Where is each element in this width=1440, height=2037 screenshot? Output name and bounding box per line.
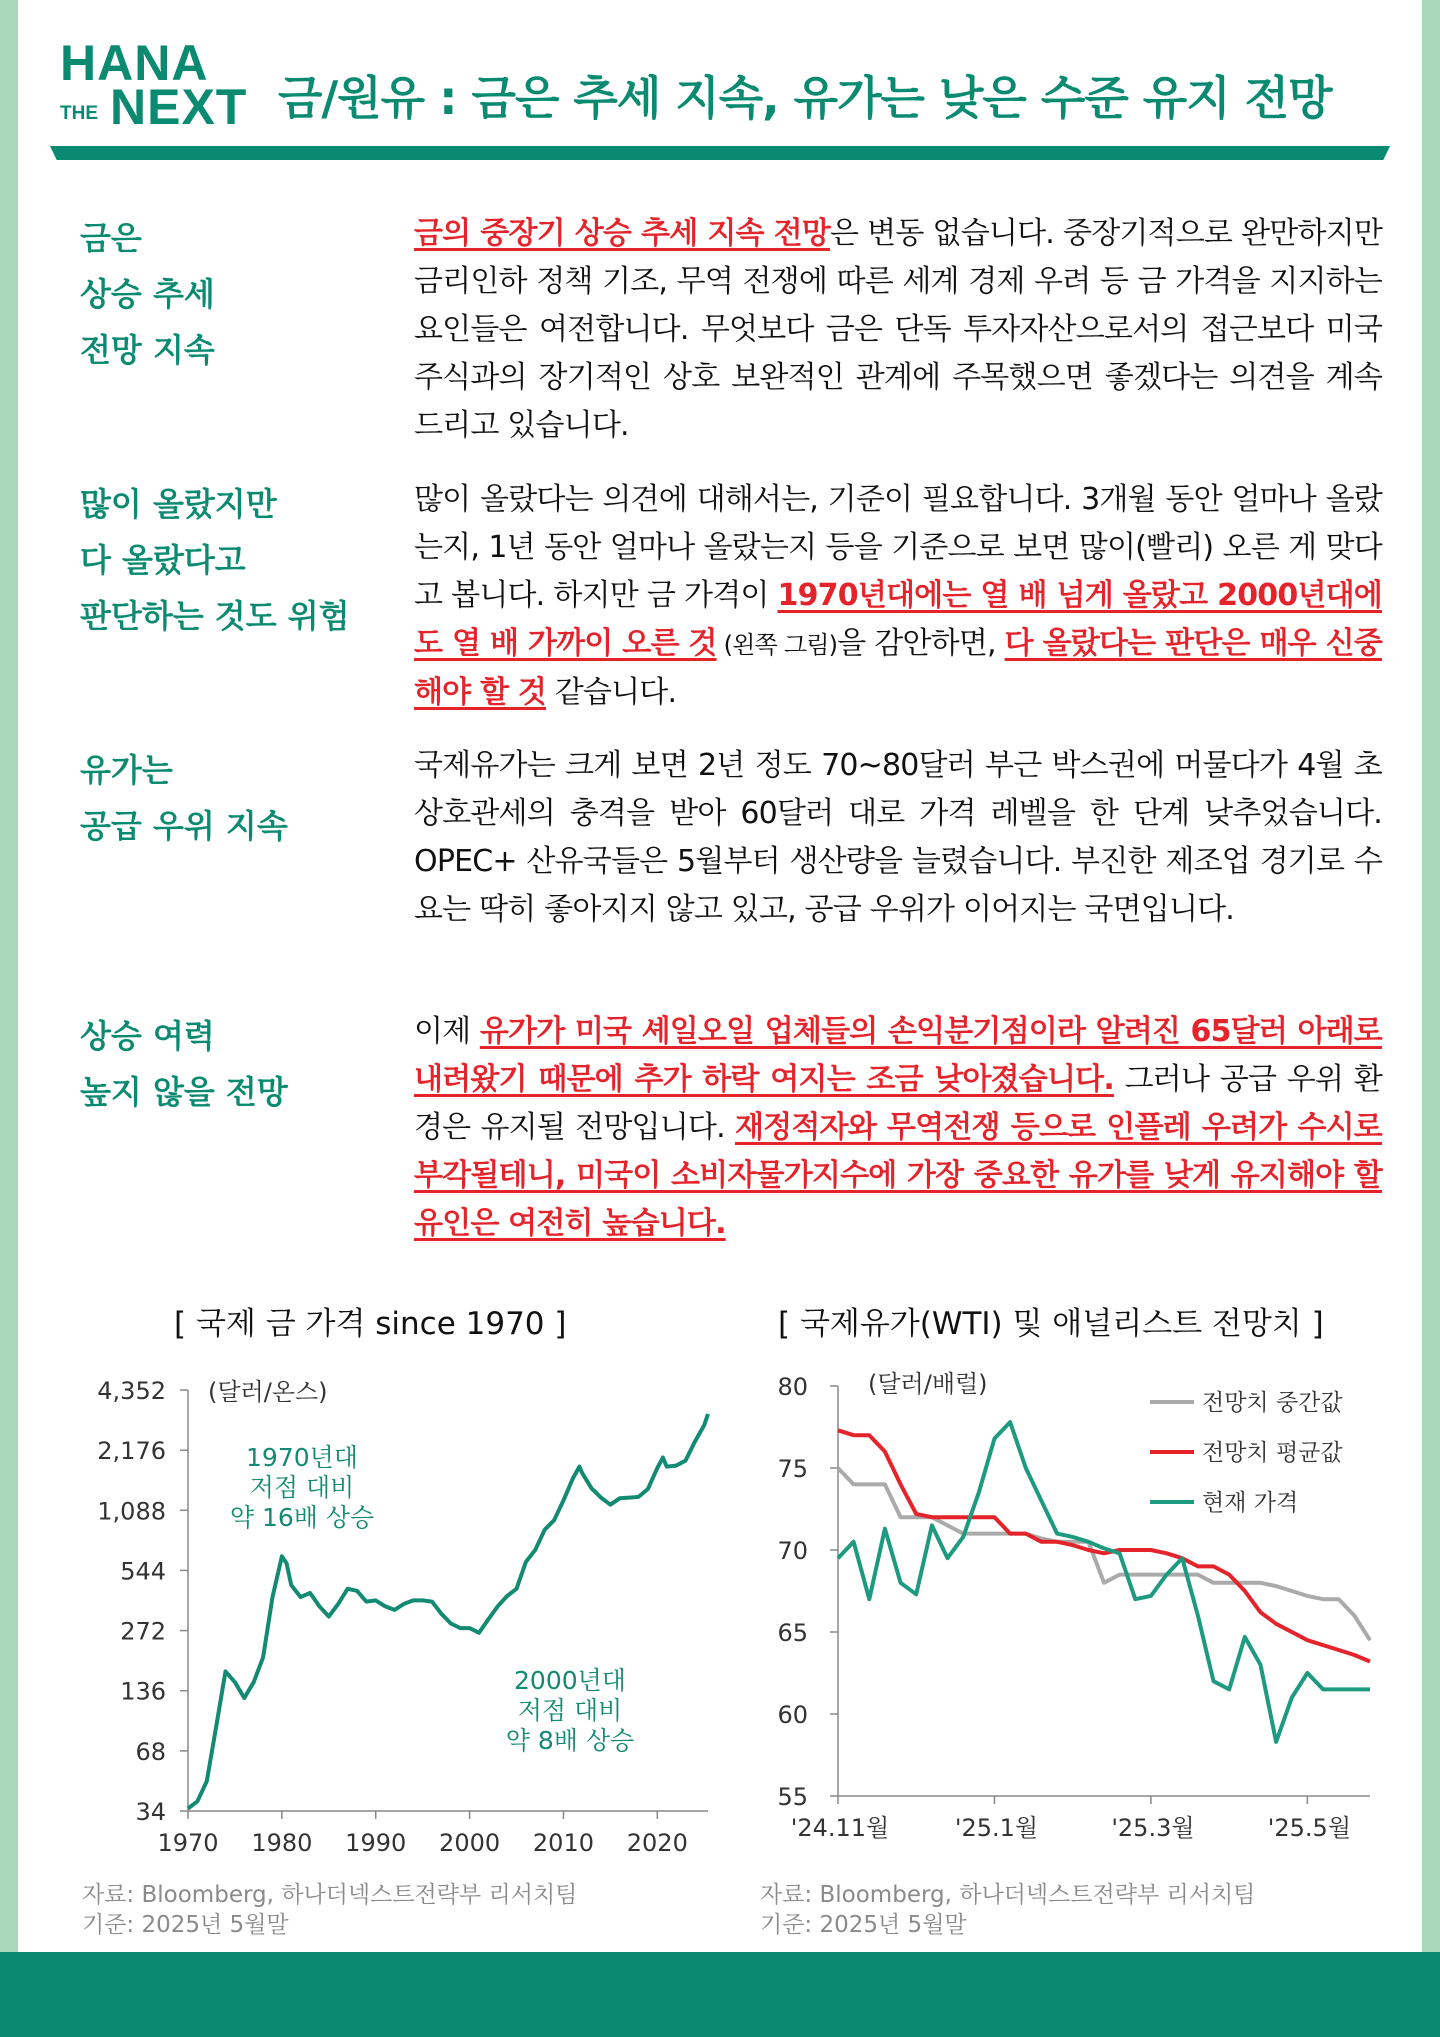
gold-chart-title: [ 국제 금 가격 since 1970 ] [174,1306,567,1342]
annotation-line: 약 8배 상승 [505,1726,635,1755]
unit-label: (달러/배럴) [868,1370,988,1398]
figure-reference: (왼쪽 그림) [716,631,838,659]
logo-the-text: THE [60,103,98,124]
logo-next-text: NEXT [110,79,248,135]
body-text: 이제 [414,1014,480,1049]
source-line: 자료: Bloomberg, 하나더넥스트전략부 리서치팀 [760,1882,1256,1908]
y-tick-label: 80 [777,1373,808,1401]
x-tick-label: 2010 [532,1829,594,1857]
section-heading [80,476,380,644]
page-title: 금/원유 : 금은 추세 지속, 유가는 낮은 수준 유지 전망 [278,71,1332,125]
x-tick-label: 1980 [251,1829,313,1857]
section-heading-line: 전망 지속 [80,331,215,369]
section-heading [80,210,380,378]
y-tick-label: 70 [777,1537,808,1565]
annotation-line: 저점 대비 [517,1696,623,1725]
legend-label: 전망치 평균값 [1202,1440,1343,1466]
section-body [414,742,1382,934]
body-text: 많이 올랐다는 의견에 대해서는, 기준이 필요합니다. 3개월 동안 얼마나 올랐는지, 1년 동안 얼마나 올랐는지 등을 기준으로 보면 많이(빨리) 오른 게 맞다고 봅니다. 하지만 금 가격이 [414,482,1382,613]
x-tick-label: 1990 [345,1829,407,1857]
oil-chart-title: [ 국제유가(WTI) 및 애널리스트 전망치 ] [778,1306,1324,1342]
x-tick-label: '25.5월 [1267,1814,1352,1842]
x-tick-label: 1970 [157,1829,219,1857]
annotation-line: 2000년대 [514,1666,626,1695]
section-heading [80,1008,380,1120]
y-tick-label: 68 [135,1737,166,1766]
x-tick-label: '24.11월 [790,1814,890,1842]
basis-line: 기준: 2025년 5월말 [760,1912,967,1938]
gold-chart-source [82,1880,577,1940]
y-tick-label: 60 [777,1701,808,1729]
y-tick-label: 65 [777,1619,808,1647]
highlight-text: 1970년대에는 열 배 넘게 올랐고 2000년대에도 열 배 가까이 오른 것 [414,578,1382,661]
hana-the-next-logo [60,35,270,135]
section-body [414,1008,1382,1248]
section-heading [80,742,380,854]
body-text: 을 감안하면, [837,626,1005,661]
body-text: 국제유가는 크게 보면 2년 정도 70~80달러 부근 박스권에 머물다가 4월 초 상호관세의 충격을 받아 60달러 대로 가격 레벨을 한 단계 낮추었습니다. OPEC+ 산유국들은 5월부터 생산량을 늘렸습니다. 부진한 제조업 경기로 수요는 딱히 좋아지지 않고 있고, 공급 우위가 이어지는 국면입니다. [414,748,1382,927]
section-heading-line: 상승 여력 [80,1017,215,1055]
body-text: 그러나 공급 우위 환경은 유지될 전망입니다. [414,1062,1382,1145]
section-heading-line: 금은 [80,219,142,257]
logo-hana-text: HANA [60,35,209,91]
annotation-line: 저점 대비 [249,1473,355,1502]
section-body [414,210,1382,450]
source-line: 자료: Bloomberg, 하나더넥스트전략부 리서치팀 [82,1882,578,1908]
y-tick-label: 75 [777,1455,808,1483]
highlight-text: 유가가 미국 셰일오일 업체들의 손익분기점이라 알려진 65달러 아래로 내려왔기 때문에 추가 하락 여지는 조금 낮아졌습니다. [414,1014,1382,1097]
x-tick-label: 2020 [626,1829,688,1857]
y-tick-label: 136 [120,1677,166,1706]
basis-line: 기준: 2025년 5월말 [82,1912,289,1938]
y-tick-label: 2,176 [97,1437,166,1466]
y-tick-label: 1,088 [97,1497,166,1526]
section-heading-line: 공급 우위 지속 [80,807,288,845]
highlight-text: 재정적자와 무역전쟁 등으로 인플레 우려가 수시로 부각될테니, 미국이 소비자물가지수에 가장 중요한 유가를 낮게 유지해야 할 유인은 여전히 높습니다. [414,1110,1382,1241]
section-heading-line: 다 올랐다고 [80,541,246,579]
section-heading-line: 유가는 [80,751,173,789]
title-divider [50,146,1390,160]
y-tick-label: 55 [777,1783,808,1811]
x-tick-label: 2000 [439,1829,501,1857]
body-text: 같습니다. [546,675,677,710]
highlight-text: 금의 중장기 상승 추세 지속 전망 [414,216,830,251]
legend-label: 전망치 중간값 [1202,1390,1343,1416]
report-page [18,0,1422,1952]
section-heading-line: 상승 추세 [80,275,215,313]
unit-label: (달러/온스) [208,1378,328,1406]
section-heading-line: 많이 올랐지만 [80,485,277,523]
section-heading-line: 판단하는 것도 위험 [80,597,350,635]
y-tick-label: 544 [120,1557,166,1586]
legend-label: 현재 가격 [1202,1490,1299,1516]
y-tick-label: 4,352 [97,1377,166,1405]
section-body [414,476,1382,717]
annotation-line: 약 16배 상승 [229,1503,375,1532]
body-text: 은 변동 없습니다. 중장기적으로 완만하지만 금리인하 정책 기조, 무역 전쟁에 따른 세계 경제 우려 등 금 가격을 지지하는 요인들은 여전합니다. 무엇보다 금은 단독 투자자산으로서의 접근보다 미국 주식과의 장기적인 상호 보완적인 관계에 주목했으면 좋겠다는 의견을 계속 드리고 있습니다. [414,216,1383,443]
footer-band [0,1952,1440,2037]
x-tick-label: '25.3월 [1111,1814,1195,1842]
section-heading-line: 높지 않을 전망 [80,1073,288,1111]
annotation-line: 1970년대 [246,1443,358,1472]
wti-oil-chart [758,1356,1398,1866]
x-tick-label: '25.1월 [954,1814,1039,1842]
gold-price-chart [58,1356,738,1866]
y-tick-label: 272 [120,1617,166,1646]
y-tick-label: 34 [135,1798,166,1826]
oil-chart-source [760,1880,1255,1940]
highlight-text: 다 올랐다는 판단은 매우 신중해야 할 것 [414,626,1382,710]
